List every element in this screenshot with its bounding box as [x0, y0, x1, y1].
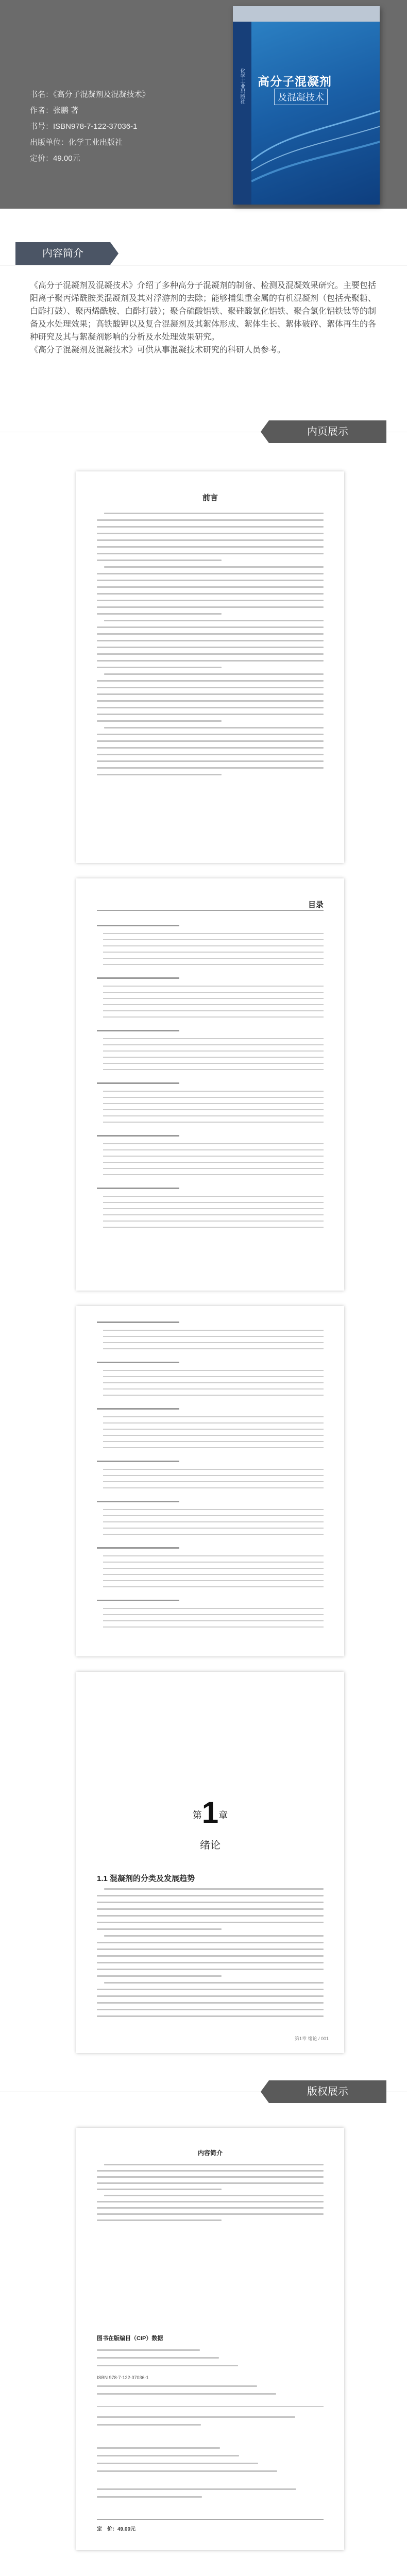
toc-entry-line: [103, 1435, 324, 1436]
toc-entry-line: [103, 1196, 324, 1197]
text-line: [97, 573, 324, 574]
text-line: [97, 754, 324, 755]
toc-chapter-line: [97, 1547, 179, 1549]
toc-title: 目录: [308, 901, 324, 909]
toc-entry-line: [103, 1103, 324, 1104]
book-price-row: 定价：49.00元: [30, 154, 80, 163]
toc-entry-line: [103, 1447, 324, 1448]
toc-entry-line: [103, 933, 324, 934]
chapter-number: [76, 1795, 344, 1830]
copyright-intro-title: 内容简介: [197, 2149, 223, 2157]
chapter-di: 第: [192, 1810, 202, 1821]
text-line: [104, 673, 324, 675]
book-isbn-row: 书号：ISBN978-7-122-37036-1: [30, 122, 138, 131]
cip-title: 图书在版编目（CIP）数据: [97, 2335, 163, 2342]
toc-entry-line: [103, 952, 324, 953]
book-author-row: 作者：张鹏 著: [30, 106, 79, 115]
text-line: [97, 707, 324, 708]
toc-entry-line: [103, 1515, 324, 1516]
copyright-line: [97, 2349, 200, 2351]
toc-chapter-line: [97, 1408, 179, 1410]
copyright-line: [97, 2424, 201, 2426]
toc-entry-line: [103, 1342, 324, 1343]
text-line: [97, 687, 324, 688]
toc-entry-line: [103, 1162, 324, 1163]
toc-entry-line: [103, 1614, 324, 1615]
text-line: [97, 1908, 324, 1910]
copyright-line: [97, 2365, 238, 2366]
toc-entry-line: [103, 1534, 324, 1535]
copyright-line: [97, 2463, 258, 2464]
toc-chapter-line: [97, 1030, 179, 1031]
toc-entry-line: [103, 1620, 324, 1621]
text-line: [97, 700, 324, 702]
toc-entry-line: [103, 986, 324, 987]
toc-chapter-line: [97, 1135, 179, 1137]
text-line: [97, 720, 222, 722]
toc-entry-line: [103, 1202, 324, 1203]
intro-paragraph-1: 《高分子混凝剂及混凝技术》介绍了多种高分子混凝剂的制备、检测及混凝效果研究。主要包括阳离子聚丙烯酰胺类混凝剂及其对浮游剂的去除；能够捕集重金属的有机混凝剂（包括壳聚糖、白酢打鼓）、聚丙烯酰胺、白酢打鼓）；聚合硫酸铝铁、聚硅酸氯化铝铁、聚合氯化铝铁钛等的制备及水处理效果；高铁酸钾以及复合混凝剂及其絮体形成、絮体生长、絮体破碎、絮体再生的各种研究及其与絮凝剂影响的分析及水处理效果研究。: [30, 281, 377, 342]
text-line: [97, 734, 324, 735]
toc-entry-line: [103, 998, 324, 999]
toc-chapter-line: [97, 977, 179, 979]
toc-chapter-line: [97, 1600, 179, 1601]
text-line: [97, 640, 324, 641]
toc-entry-line: [103, 1227, 324, 1228]
toc-entry-line: [103, 1487, 324, 1488]
text-line: [97, 626, 324, 628]
toc-entry-line: [103, 1109, 324, 1110]
toc-entry-line: [103, 958, 324, 959]
text-line: [97, 586, 324, 588]
toc-entry-line: [103, 964, 324, 965]
copyright-page: [76, 2128, 344, 2550]
chapter-zhang: 章: [218, 1810, 228, 1821]
text-line: [97, 2009, 324, 2010]
toc-entry-line: [103, 1626, 324, 1628]
toc-entry-line: [103, 1004, 324, 1005]
toc-chapter-line: [97, 1501, 179, 1502]
text-line: [97, 693, 324, 695]
toc-entry-line: [103, 1208, 324, 1209]
chapter-section-title: 1.1 混凝剂的分类及发展趋势: [97, 1874, 195, 1883]
toc-entry-line: [103, 1115, 324, 1116]
toc-entry-line: [103, 1608, 324, 1609]
text-line: [97, 553, 324, 554]
toc-entry-line: [103, 1057, 324, 1058]
text-line: [97, 2201, 324, 2202]
text-line: [97, 2182, 324, 2184]
toc-entry-line: [103, 1469, 324, 1470]
book-publisher-row: 出版单位：化学工业出版社: [30, 138, 123, 147]
cip-isbn: ISBN 978-7-122-37036-1: [97, 2375, 149, 2380]
hero-section: [0, 0, 407, 209]
toc-entry-line: [103, 1586, 324, 1587]
toc-entry-line: [103, 1555, 324, 1556]
text-line: [97, 740, 324, 742]
text-line: [97, 2176, 324, 2178]
toc-title-rule: [97, 910, 324, 911]
text-line: [97, 1975, 222, 1977]
text-line: [104, 566, 324, 568]
toc-entry-line: [103, 939, 324, 940]
toc-entry-line: [103, 1395, 324, 1396]
toc-entry-line: [103, 1010, 324, 1011]
cover-side-text: 化学工业出版社: [239, 68, 245, 104]
toc-entry-line: [103, 1336, 324, 1337]
toc-entry-line: [103, 1429, 324, 1430]
intro-paragraph-2: 《高分子混凝剂及混凝技术》可供从事混凝技术研究的科研人员参考。: [30, 346, 286, 354]
text-line: [97, 1942, 324, 1943]
text-line: [97, 560, 222, 561]
toc-entry-line: [103, 1174, 324, 1175]
toc-entry-line: [103, 1509, 324, 1510]
toc-entry-line: [103, 1149, 324, 1150]
text-line: [97, 1928, 222, 1930]
toc-entry-line: [103, 1382, 324, 1383]
intro-section-label: 内容简介: [15, 242, 110, 265]
text-line: [97, 519, 324, 521]
toc-entry-line: [103, 1521, 324, 1522]
text-line: [97, 2002, 324, 2004]
book-info: [30, 87, 150, 166]
toc-entry-line: [103, 1050, 324, 1052]
intro-section-header: [0, 242, 407, 265]
text-line: [97, 660, 324, 662]
text-line: [97, 526, 324, 528]
text-line: [97, 593, 324, 595]
cover-title: 高分子混凝剂: [258, 75, 332, 88]
preview-section-label: 内页展示: [269, 420, 386, 443]
toc-entry-line: [103, 1044, 324, 1045]
toc-entry-line: [103, 1038, 324, 1039]
toc-chapter-line: [97, 1188, 179, 1189]
text-line: [97, 2219, 222, 2221]
toc-entry-line: [103, 1097, 324, 1098]
text-line: [97, 1969, 324, 1970]
toc-entry-line: [103, 1330, 324, 1331]
toc-entry-line: [103, 1388, 324, 1389]
text-line: [104, 513, 324, 514]
toc-entry-line: [103, 1441, 324, 1442]
toc-entry-line: [103, 1168, 324, 1169]
text-line: [97, 600, 324, 601]
toc-entry-line: [103, 1143, 324, 1144]
text-line: [97, 1955, 324, 1957]
text-line: [97, 2189, 222, 2190]
text-line: [104, 1982, 324, 1984]
toc-entry-line: [103, 1370, 324, 1371]
toc-entry-line: [103, 945, 324, 946]
cover-side-strip: [233, 22, 251, 205]
text-line: [97, 613, 222, 615]
toc-page-2: [76, 1306, 344, 1656]
text-line: [97, 774, 222, 775]
toc-entry-line: [103, 1069, 324, 1070]
intro-text: [30, 279, 378, 357]
copyright-section-label: 版权展示: [269, 2080, 386, 2103]
toc-entry-line: [103, 1016, 324, 1018]
toc-entry-line: [103, 1348, 324, 1349]
text-line: [97, 533, 324, 534]
toc-entry-line: [103, 1562, 324, 1563]
toc-entry-line: [103, 1528, 324, 1529]
toc-chapter-line: [97, 1082, 179, 1084]
chapter-number-value: 1: [201, 1796, 219, 1829]
text-line: [104, 2195, 324, 2196]
text-line: [97, 1902, 324, 1903]
text-line: [97, 1995, 324, 1997]
text-line: [104, 2164, 324, 2165]
text-line: [97, 606, 324, 608]
toc-entry-line: [103, 1376, 324, 1377]
text-line: [104, 1888, 324, 1890]
cover-swoosh-graphic: [251, 99, 380, 187]
text-line: [97, 760, 324, 762]
text-line: [97, 1915, 324, 1917]
copyright-line: [97, 2393, 276, 2395]
copyright-price: 定 价：49.00元: [97, 2527, 136, 2532]
copyright-line: [97, 2488, 296, 2490]
toc-entry-line: [103, 1063, 324, 1064]
chapter-page: [76, 1672, 344, 2053]
preface-title: 前言: [202, 494, 218, 502]
toc-entry-line: [103, 1214, 324, 1215]
cover-top-band: [233, 6, 380, 22]
preface-page: [76, 471, 344, 863]
toc-chapter-line: [97, 925, 179, 926]
toc-entry-line: [103, 1156, 324, 1157]
text-line: [97, 2015, 324, 2017]
toc-entry-line: [103, 1091, 324, 1092]
cover-subtitle: 及混凝技术: [274, 89, 328, 105]
text-line: [97, 653, 324, 655]
copyright-line: [97, 2470, 277, 2472]
text-line: [97, 2170, 324, 2172]
copyright-line: [97, 2447, 220, 2449]
toc-entry-line: [103, 1580, 324, 1581]
toc-entry-line: [103, 1475, 324, 1476]
toc-entry-line: [103, 1122, 324, 1123]
toc-entry-line: [103, 1416, 324, 1417]
chapter-page-number: 第1章 绪论 / 001: [294, 2036, 329, 2041]
text-line: [97, 647, 324, 648]
copyright-line: [97, 2496, 202, 2498]
toc-entry-line: [103, 1574, 324, 1575]
text-line: [104, 727, 324, 728]
toc-entry-line: [103, 992, 324, 993]
text-line: [97, 1948, 324, 1950]
toc-chapter-line: [97, 1362, 179, 1363]
copyright-line: [97, 2385, 257, 2387]
text-line: [97, 580, 324, 581]
text-line: [104, 620, 324, 621]
text-line: [104, 1935, 324, 1937]
toc-entry-line: [103, 1422, 324, 1423]
text-line: [97, 1962, 324, 1963]
text-line: [97, 680, 324, 682]
book-title-row: 书名：《高分子混凝剂及混凝技术》: [30, 90, 150, 99]
text-line: [97, 714, 324, 715]
text-line: [97, 767, 324, 769]
text-line: [97, 1895, 324, 1896]
text-line: [97, 667, 222, 668]
text-line: [97, 1989, 324, 1990]
toc-entry-line: [103, 1568, 324, 1569]
copyright-line: [97, 2357, 219, 2359]
book-cover: [233, 6, 380, 205]
toc-entry-line: [103, 1221, 324, 1222]
chapter-name: 绪论: [200, 1840, 221, 1851]
text-line: [97, 539, 324, 541]
toc-chapter-line: [97, 1461, 179, 1462]
text-line: [97, 633, 324, 635]
text-line: [97, 2207, 324, 2209]
toc-page-1: [76, 878, 344, 1291]
text-line: [97, 546, 324, 548]
toc-chapter-line: [97, 1321, 179, 1323]
text-line: [97, 2213, 324, 2215]
text-line: [97, 747, 324, 749]
text-line: [97, 1922, 324, 1923]
copyright-line: [97, 2455, 239, 2456]
copyright-line: [97, 2416, 295, 2418]
copyright-rule: [97, 2519, 324, 2520]
toc-entry-line: [103, 1481, 324, 1482]
